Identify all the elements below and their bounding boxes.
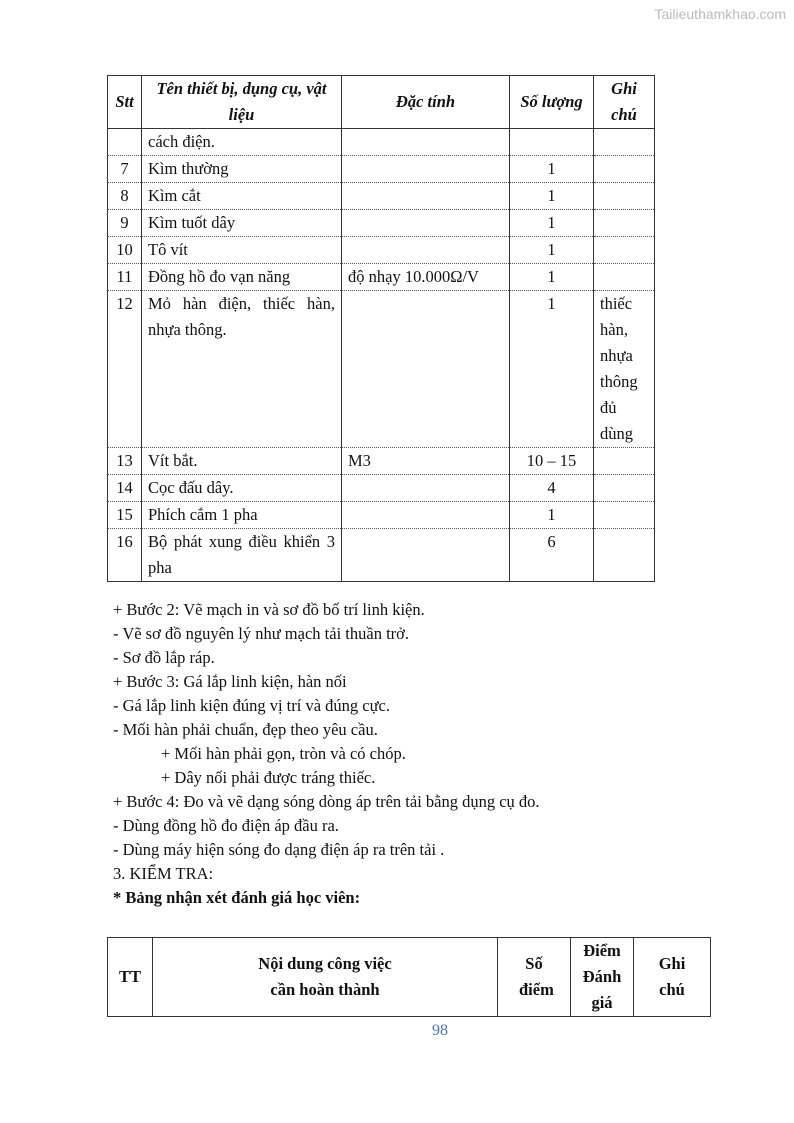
header-evaluation: Điểm Đánh giá bbox=[571, 938, 634, 1017]
cell-qty: 10 – 15 bbox=[510, 448, 594, 475]
cell-qty bbox=[510, 129, 594, 156]
cell-spec bbox=[342, 237, 510, 264]
cell-note bbox=[594, 210, 655, 237]
cell-note bbox=[594, 156, 655, 183]
table-row bbox=[108, 156, 655, 183]
cell-stt: 12 bbox=[108, 291, 142, 448]
watermark: Tailieuthamkhao.com bbox=[654, 6, 786, 22]
cell-qty: 4 bbox=[510, 475, 594, 502]
table-header-row bbox=[108, 76, 655, 129]
cell-spec: M3 bbox=[342, 448, 510, 475]
cell-spec bbox=[342, 156, 510, 183]
table-row bbox=[108, 291, 655, 448]
cell-qty: 6 bbox=[510, 529, 594, 582]
table-row bbox=[108, 475, 655, 502]
table-header-row bbox=[108, 938, 711, 1017]
text-line: - Vẽ sơ đồ nguyên lý như mạch tải thuần trở. bbox=[113, 624, 409, 643]
cell-name: Kìm cắt bbox=[142, 183, 342, 210]
text-line: - Gá lắp linh kiện đúng vị trí và đúng cực. bbox=[113, 696, 391, 715]
table-row bbox=[108, 237, 655, 264]
header-note: Ghi chú bbox=[634, 938, 711, 1017]
cell-name: Tô vít bbox=[142, 237, 342, 264]
cell-name: Kìm thường bbox=[142, 156, 342, 183]
header-spec: Đặc tính bbox=[342, 76, 510, 129]
text-line: - Dùng máy hiện sóng đo dạng điện áp ra trên tải . bbox=[113, 840, 445, 859]
cell-spec bbox=[342, 291, 510, 448]
subsection-heading: * Bảng nhận xét đánh giá học viên: bbox=[113, 888, 361, 907]
header-tt: TT bbox=[108, 938, 153, 1017]
cell-stt: 11 bbox=[108, 264, 142, 291]
cell-stt: 9 bbox=[108, 210, 142, 237]
cell-note bbox=[594, 502, 655, 529]
cell-stt: 10 bbox=[108, 237, 142, 264]
text-line: - Dùng đồng hồ đo điện áp đầu ra. bbox=[113, 816, 339, 835]
cell-stt: 16 bbox=[108, 529, 142, 582]
table-row bbox=[108, 183, 655, 210]
cell-spec bbox=[342, 129, 510, 156]
cell-stt: 8 bbox=[108, 183, 142, 210]
cell-stt bbox=[108, 129, 142, 156]
text-line: + Bước 2: Vẽ mạch in và sơ đồ bố trí linh kiện. bbox=[113, 600, 425, 619]
cell-note bbox=[594, 183, 655, 210]
cell-note bbox=[594, 475, 655, 502]
text-line: + Mối hàn phải gọn, tròn và có chóp. bbox=[161, 744, 406, 763]
header-stt: Stt bbox=[108, 76, 142, 129]
text-line: + Bước 3: Gá lắp linh kiện, hàn nối bbox=[113, 672, 347, 691]
cell-qty: 1 bbox=[510, 210, 594, 237]
cell-stt: 7 bbox=[108, 156, 142, 183]
table-row bbox=[108, 264, 655, 291]
cell-spec bbox=[342, 210, 510, 237]
page-number: 98 bbox=[432, 1022, 448, 1039]
evaluation-table bbox=[107, 937, 711, 1017]
cell-qty: 1 bbox=[510, 156, 594, 183]
cell-stt: 14 bbox=[108, 475, 142, 502]
cell-name: Phích cắm 1 pha bbox=[142, 502, 342, 529]
header-qty: Số lượng bbox=[510, 76, 594, 129]
cell-spec bbox=[342, 502, 510, 529]
cell-note bbox=[594, 264, 655, 291]
cell-name: Cọc đấu dây. bbox=[142, 475, 342, 502]
section-heading: 3. KIỂM TRA: bbox=[113, 864, 214, 883]
cell-note: thiếc hàn, nhựa thông đủ dùng bbox=[594, 291, 655, 448]
text-line: + Dây nối phải được tráng thiếc. bbox=[161, 768, 376, 787]
cell-name: cách điện. bbox=[142, 129, 342, 156]
text-line: - Mối hàn phải chuẩn, đẹp theo yêu cầu. bbox=[113, 720, 378, 739]
table-row bbox=[108, 448, 655, 475]
cell-qty: 1 bbox=[510, 183, 594, 210]
cell-note bbox=[594, 448, 655, 475]
table-row bbox=[108, 210, 655, 237]
cell-qty: 1 bbox=[510, 291, 594, 448]
cell-spec bbox=[342, 529, 510, 582]
table-row bbox=[108, 529, 655, 582]
cell-name: Vít bắt. bbox=[142, 448, 342, 475]
cell-spec bbox=[342, 475, 510, 502]
body-text bbox=[113, 598, 540, 910]
text-line: + Bước 4: Đo và vẽ dạng sóng dòng áp trên tải bằng dụng cụ đo. bbox=[113, 792, 540, 811]
cell-stt: 13 bbox=[108, 448, 142, 475]
cell-name: Mỏ hàn điện, thiếc hàn, nhựa thông. bbox=[142, 291, 342, 448]
table-row bbox=[108, 129, 655, 156]
header-note: Ghi chú bbox=[594, 76, 655, 129]
cell-name: Đồng hồ đo vạn năng bbox=[142, 264, 342, 291]
cell-name: Bộ phát xung điều khiển 3 pha bbox=[142, 529, 342, 582]
cell-qty: 1 bbox=[510, 502, 594, 529]
cell-spec: độ nhạy 10.000Ω/V bbox=[342, 264, 510, 291]
cell-spec bbox=[342, 183, 510, 210]
header-score: Số điểm bbox=[498, 938, 571, 1017]
cell-note bbox=[594, 237, 655, 264]
cell-qty: 1 bbox=[510, 237, 594, 264]
cell-name: Kìm tuốt dây bbox=[142, 210, 342, 237]
cell-note bbox=[594, 129, 655, 156]
header-name: Tên thiết bị, dụng cụ, vật liệu bbox=[142, 76, 342, 129]
text-line: - Sơ đồ lắp ráp. bbox=[113, 648, 215, 667]
cell-qty: 1 bbox=[510, 264, 594, 291]
table-row bbox=[108, 502, 655, 529]
equipment-table bbox=[107, 75, 655, 582]
header-content: Nội dung công việc cần hoàn thành bbox=[153, 938, 498, 1017]
cell-stt: 15 bbox=[108, 502, 142, 529]
cell-note bbox=[594, 529, 655, 582]
